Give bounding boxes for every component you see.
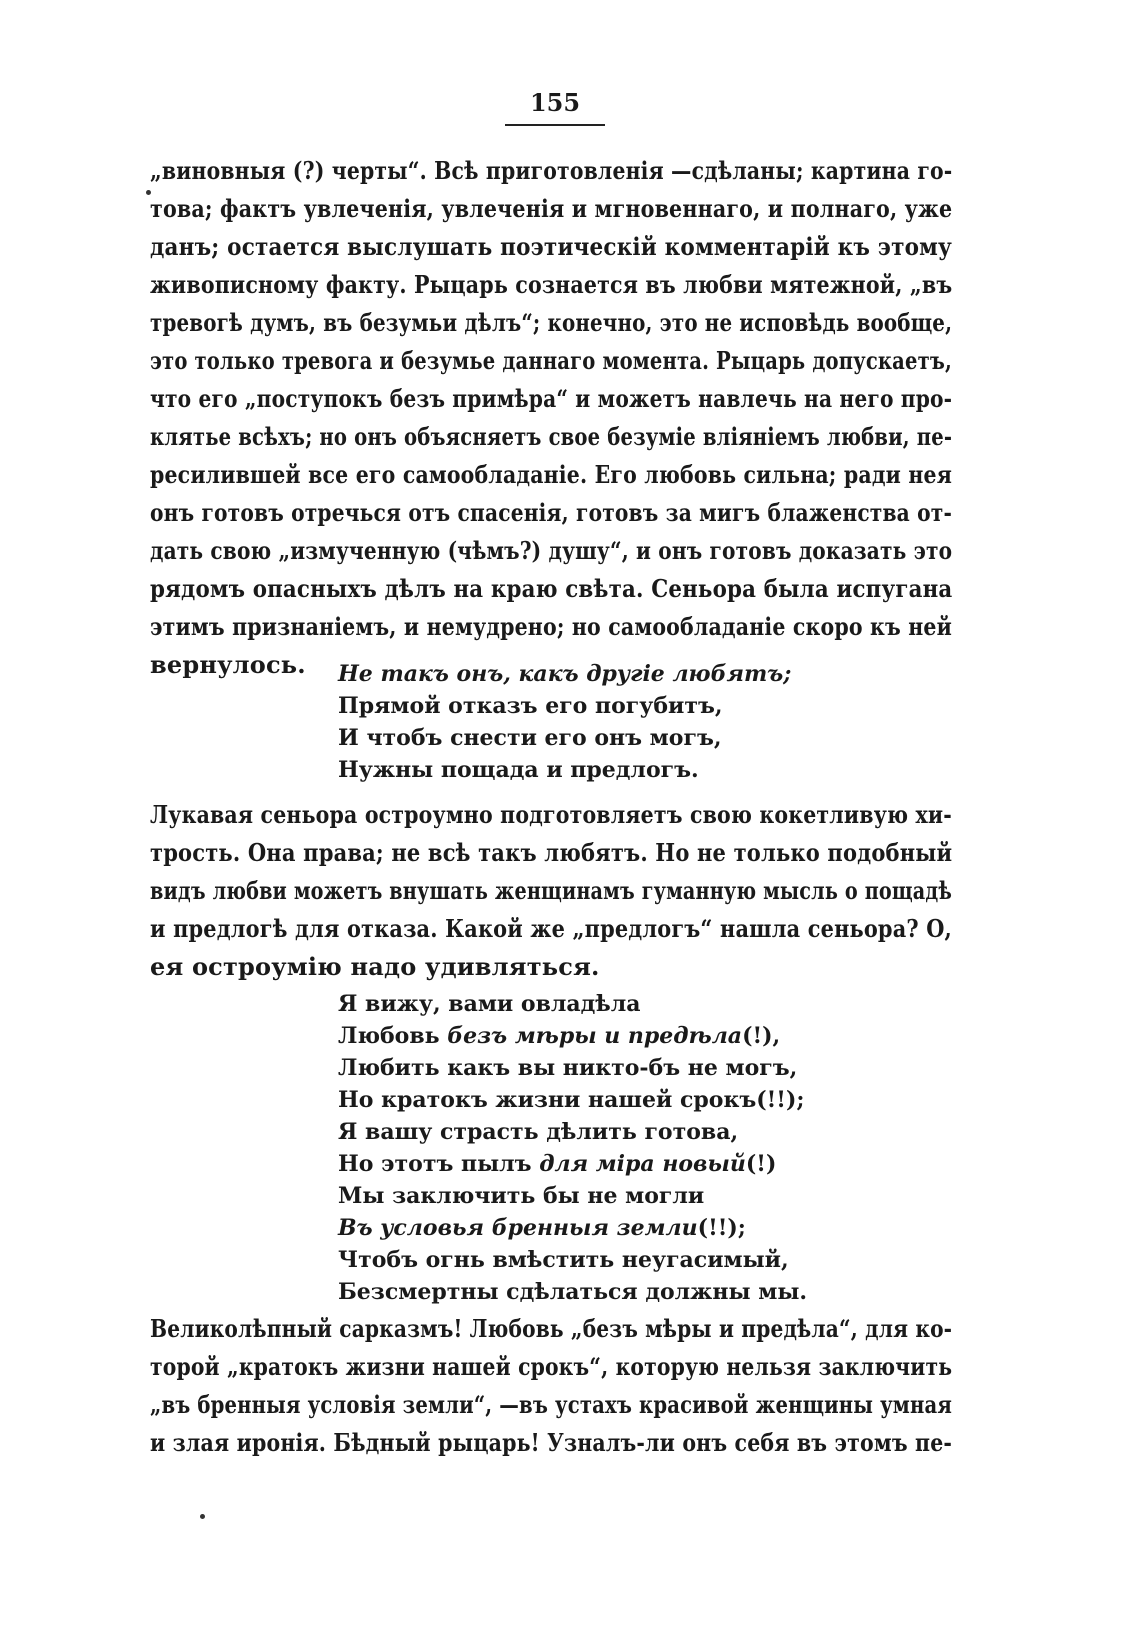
text-line: рядомъ опасныхъ дѣлъ на краю свѣта. Сеньора была испугана	[150, 574, 953, 603]
verse-2-line: Но кратокъ жизни нашей срокъ(!!);	[338, 1087, 805, 1113]
text-line: это только тревога и безумье даннаго момента. Рыцарь допускаетъ,	[150, 346, 952, 375]
verse-2	[338, 988, 807, 1308]
verse-1-line: Не такъ онъ, какъ другіе любятъ;	[338, 661, 792, 687]
text-line: что его „поступокъ безъ примѣра“ и можетъ навлечь на него про-	[150, 384, 953, 413]
verse-2-line: Чтобъ огнь вмѣстить неугасимый,	[338, 1247, 789, 1273]
verse-2-line: Я вашу страсть дѣлить готова,	[338, 1119, 739, 1145]
verse-2-italic: для міра новый	[539, 1151, 746, 1177]
verse-2-text: (!),	[742, 1023, 781, 1049]
text-line: това; фактъ увлеченія, увлеченія и мгновеннаго, и полнаго, уже	[150, 194, 953, 223]
text-line: „виновныя (?) черты“. Всѣ приготовленія —сдѣланы; картина го-	[150, 156, 953, 185]
verse-2-line	[338, 1020, 807, 1052]
paragraph-2	[150, 796, 952, 986]
scan-speck	[146, 190, 151, 195]
paragraph-3	[150, 1310, 952, 1462]
verse-2-italic: Въ условья бренныя земли	[338, 1215, 698, 1241]
verse-2-line: Любить какъ вы никто-бъ не могъ,	[338, 1055, 798, 1081]
verse-2-line	[338, 1148, 807, 1180]
verse-2-line: Мы заключить бы не могли	[338, 1183, 705, 1209]
verse-2-line: Я вижу, вами овладѣла	[338, 991, 641, 1017]
verse-1-line: Прямой отказъ его погубитъ,	[338, 693, 723, 719]
text-line: живописному факту. Рыцарь сознается въ любви мятежной, „въ	[150, 270, 953, 299]
text-line: и предлогѣ для отказа. Какой же „предлогъ“ нашла сеньора? О,	[150, 914, 952, 943]
text-line: трость. Она права; не всѣ такъ любятъ. Но не только подобный	[150, 838, 953, 867]
scan-speck	[200, 1514, 205, 1519]
paragraph-1	[150, 152, 952, 684]
text-line: вернулось.	[150, 650, 306, 679]
page-number: 155	[529, 88, 581, 117]
page-number-rule	[505, 124, 605, 126]
text-line: дать свою „измученную (чѣмъ?) душу“, и онъ готовъ доказать это	[150, 536, 953, 565]
verse-1-line: И чтобъ снести его онъ могъ,	[338, 725, 722, 751]
verse-2-italic: безъ мѣры и предѣла	[447, 1023, 743, 1049]
verse-1	[338, 658, 791, 786]
verse-2-text: Но этотъ пылъ	[338, 1151, 540, 1177]
text-line: видъ любви можетъ внушать женщинамъ гуманную мысль о пощадѣ	[150, 876, 952, 905]
text-line: торой „кратокъ жизни нашей срокъ“, которую нельзя заключить	[150, 1352, 953, 1381]
verse-2-line: Безсмертны сдѣлаться должны мы.	[338, 1279, 808, 1305]
text-line: ея остроумію надо удивляться.	[150, 952, 600, 981]
text-line: онъ готовъ отречься отъ спасенія, готовъ за мигъ блаженства от-	[150, 498, 953, 527]
text-line: Лукавая сеньора остроумно подготовляетъ свою кокетливую хи-	[150, 800, 952, 829]
text-line: этимъ признаніемъ, и немудрено; но самообладаніе скоро къ ней	[150, 612, 952, 641]
verse-2-text: (!!);	[697, 1215, 746, 1241]
verse-2-text: (!)	[745, 1151, 777, 1177]
text-line: клятье всѣхъ; но онъ объясняетъ свое безуміе вліяніемъ любви, пе-	[150, 422, 953, 451]
text-line: данъ; остается выслушать поэтическій комментарій къ этому	[150, 232, 953, 261]
verse-2-line	[338, 1212, 807, 1244]
verse-1-line: Нужны пощада и предлогъ.	[338, 757, 699, 783]
text-line: тревогѣ думъ, въ безумьи дѣлъ“; конечно, это не исповѣдь вообще,	[150, 308, 953, 337]
text-line: Великолѣпный сарказмъ! Любовь „безъ мѣры и предѣла“, для ко-	[150, 1314, 953, 1343]
verse-2-text: Любовь	[338, 1023, 448, 1049]
text-line: ресилившей все его самообладаніе. Его любовь сильна; ради нея	[150, 460, 953, 489]
text-line: и злая иронія. Бѣдный рыцарь! Узналъ-ли онъ себя въ этомъ пе-	[150, 1428, 953, 1457]
text-line: „въ бренныя условія земли“, —въ устахъ красивой женщины умная	[150, 1390, 952, 1419]
